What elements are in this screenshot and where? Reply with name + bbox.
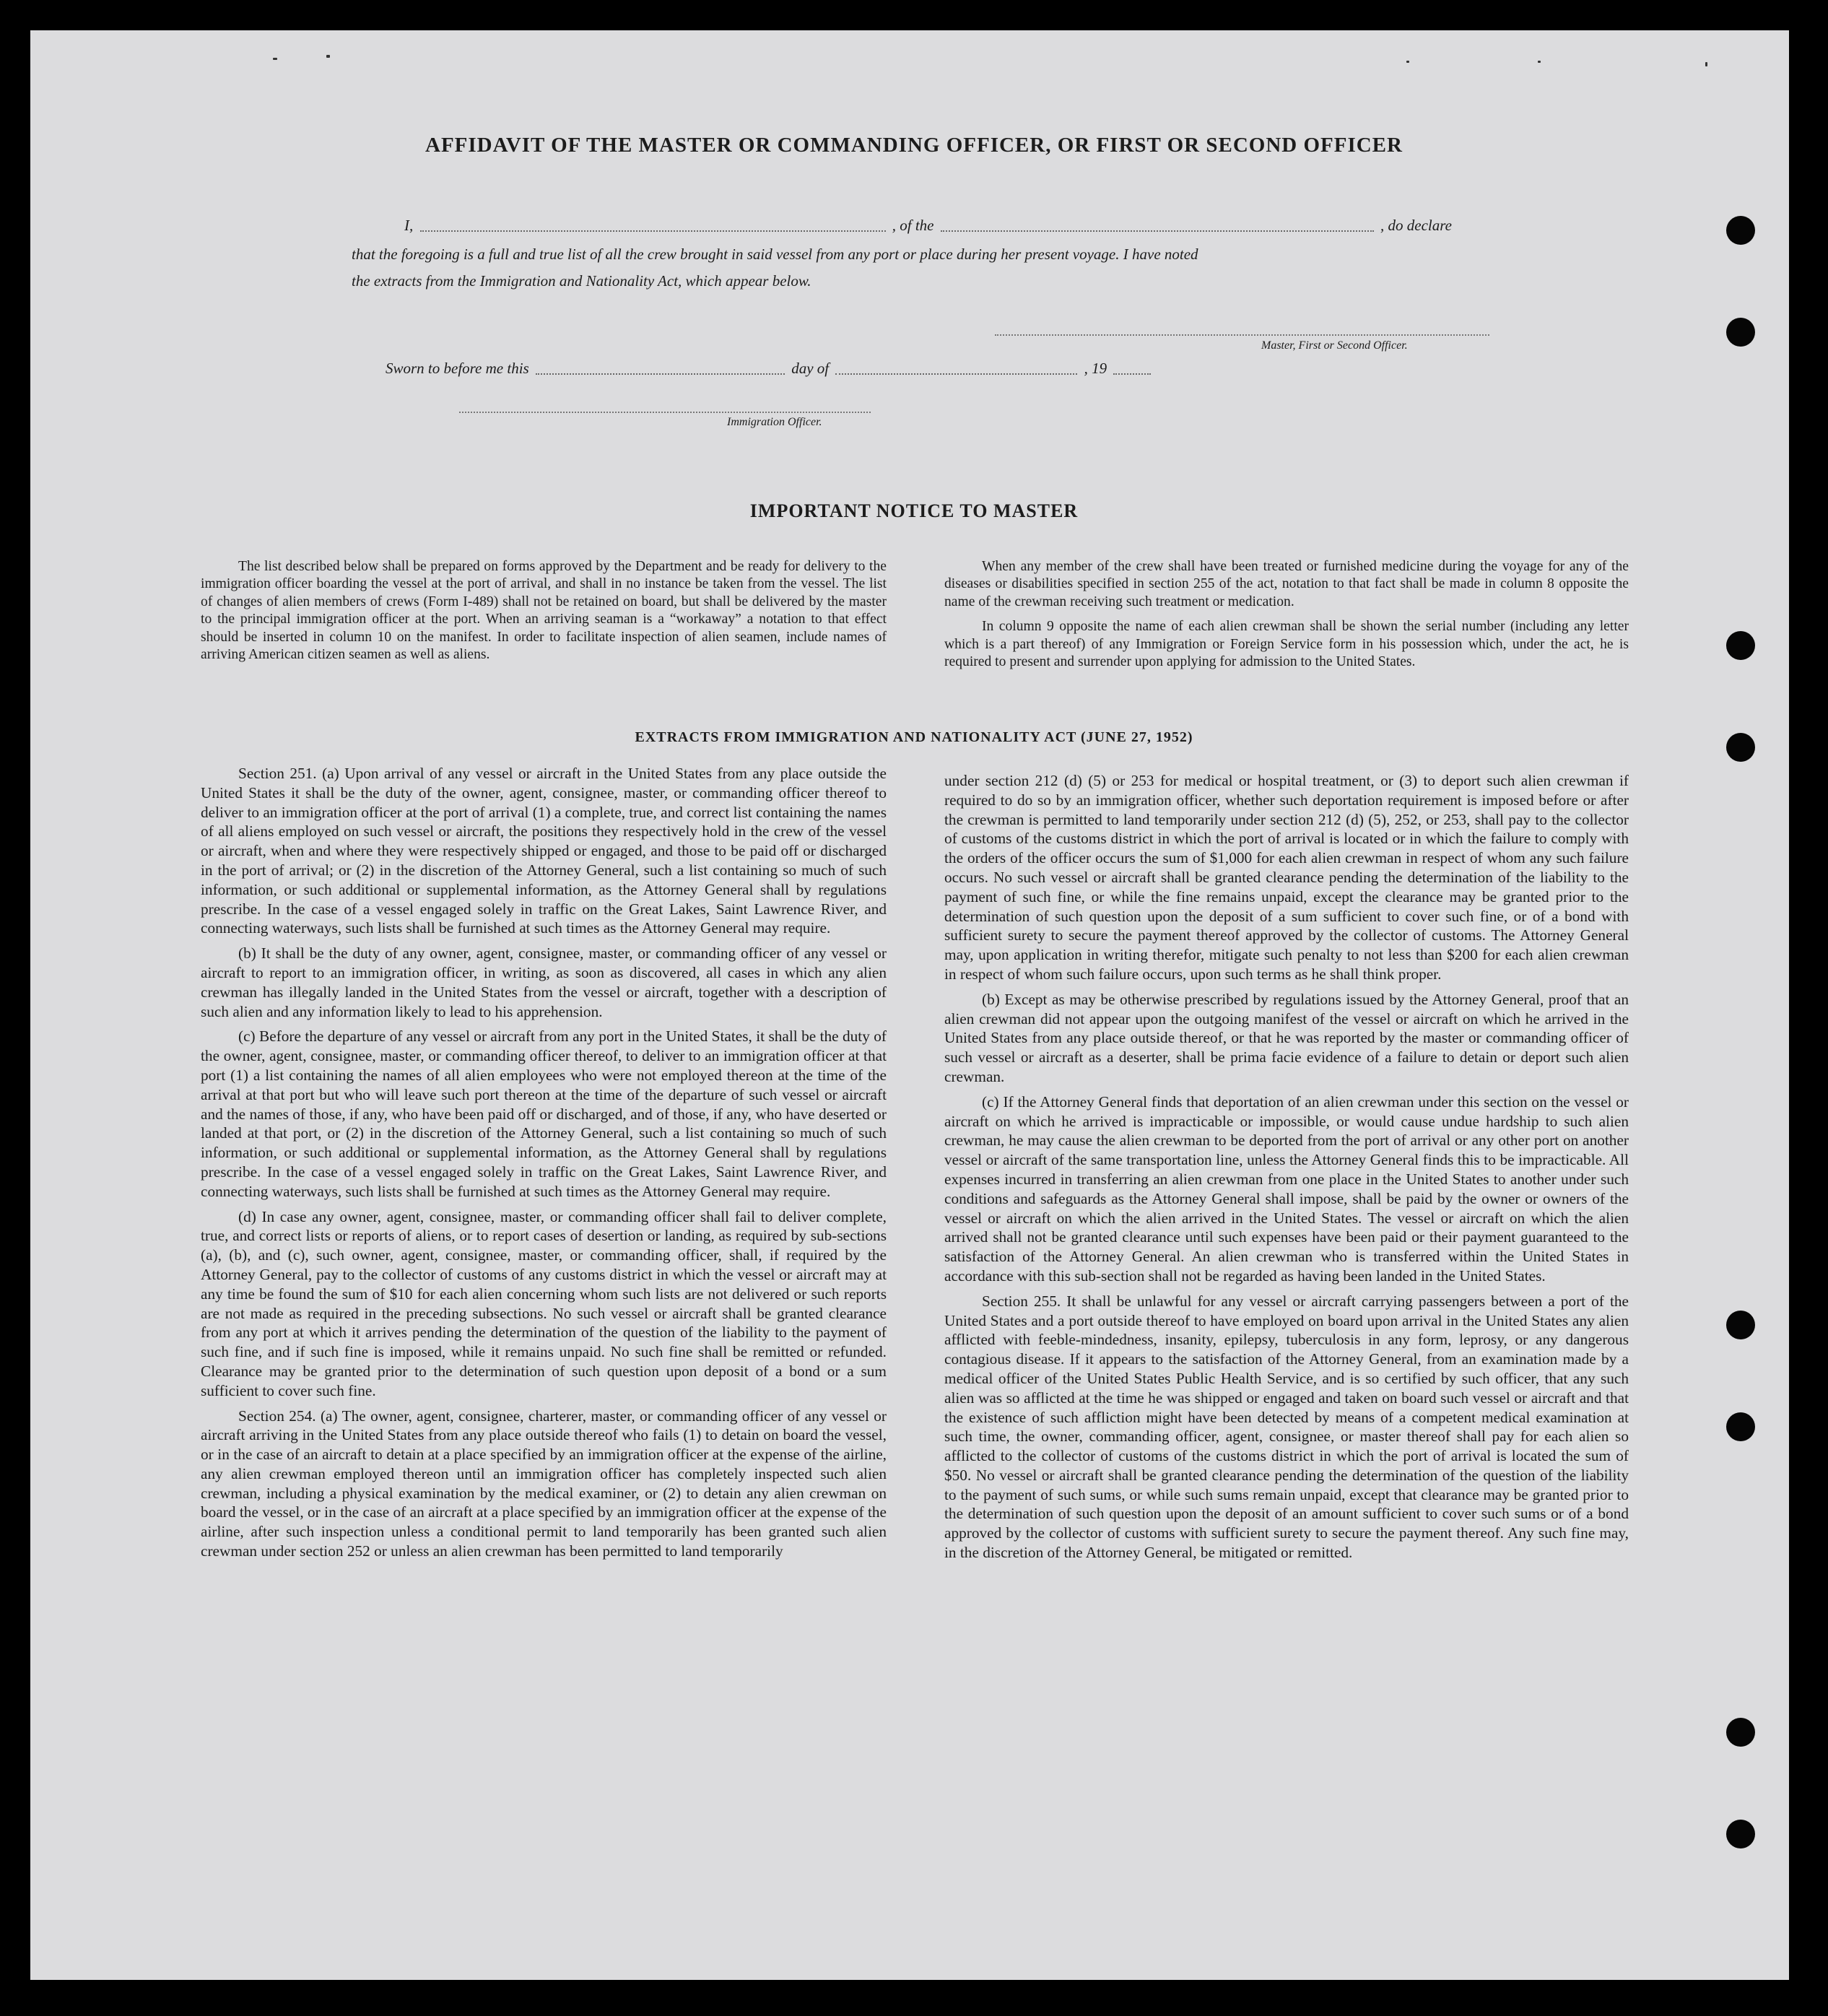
section-251a: Section 251. (a) Upon arrival of any vessel or aircraft in the United States from any place outside the United States it shall be the duty of the owner, agent, consignee, master, or commanding officer thereof to deliver to an immigration officer at the port of arrival (1) a complete, true, and correct list containing the names of all aliens employed on such vessel or aircraft, the positions they respectively hold in the crew of the vessel or aircraft, when and where they were respectively shipped or engaged, and those to be paid off or discharged in the port of arrival; or (2) in the discretion of the Attorney General, such a list containing so much of such information, or such additional or supplemental information, as the Attorney General shall by regulations prescribe. In the case of a vessel engaged solely in traffic on the Great Lakes, Saint Lawrence River, and connecting waterways, such lists shall be furnished at such times as the Attorney General may require.	[201, 765, 887, 937]
extracts-left-column	[201, 764, 887, 1567]
sworn-year-blank[interactable]	[1113, 365, 1151, 375]
officer-signature-line[interactable]	[459, 412, 871, 413]
sworn-day-blank[interactable]	[536, 365, 785, 375]
affidavit-statement-line: the extracts from the Immigration and Nationality Act, which appear below.	[352, 272, 811, 290]
master-signature-line[interactable]	[995, 334, 1489, 336]
notice-paragraph: In column 9 opposite the name of each alien crewman shall be shown the serial number (including any letter which is a part thereof) of any Immigration or Foreign Service form in his possession which, under the act, he is required to present and surrender upon applying for admission to the United States.	[944, 619, 1629, 670]
binder-hole	[1726, 1718, 1755, 1747]
section-251d: (d) In case any owner, agent, consignee, master, or commanding officer shall fail to deliver complete, true, and correct lists or reports of aliens, or to report cases of desertion or landing, as required by sub-sections (a), (b), and (c), such owner, agent, consignee, master, or commanding officer, shall, if required by the Attorney General, pay to the collector of customs of any customs district in which the vessel or aircraft may at any time be found the sum of $10 for each alien concerning whom such lists are not delivered or such reports are not made as required in the preceding subsections. No such vessel or aircraft shall be granted clearance from any port at which it arrives pending the determination of the question of the liability to the payment of such fine, and if such fine is imposed, while it remains unpaid. No such fine shall be remitted or refunded. Clearance may be granted prior to the determination of such question upon deposit of a bond or a sum sufficient to cover such fine.	[201, 1207, 887, 1399]
binder-hole	[1726, 318, 1755, 347]
affidavit-statement-line: that the foregoing is a full and true list of all the crew brought in said vessel from any port or place during her present voyage. I have noted	[352, 246, 1198, 263]
section-254a-continued: under section 212 (d) (5) or 253 for medical or hospital treatment, or (3) to deport such alien crewman if required to do so by an immigration officer, whether such deportation requirement is imposed before or after the crewman is permitted to land temporarily under section 212 (d) (5), 252, or 253, shall pay to the collector of customs of the customs district in which the port of arrival is located or in which the failure to comply with the orders of the officer occurs the sum of $1,000 for each alien crewman in respect of whom any such failure occurs. No such vessel or aircraft shall be granted clearance pending the determination of the liability to the payment of such fine, or while the fine remains unpaid, except the clearance may be granted prior to the determination of such question upon the deposit of a sum sufficient to cover such fine, or of a bond with sufficient surety to secure the payment thereof approved by the collector of customs. The Attorney General may, upon application in writing therefor, mitigate such penalty to not less than $200 for each alien crewman in respect of whom such failure occurs, upon such terms as he shall think proper.	[944, 772, 1629, 983]
section-254a: Section 254. (a) The owner, agent, consignee, charterer, master, or commanding officer of any vessel or aircraft arriving in the United States from any place outside thereof who fails (1) to detain on board the vessel, or in the case of an aircraft to detain at a place specified by an immigration officer at the expense of the airline, any alien crewman employed thereon until an immigration officer has completely inspected such alien crewman, including a physical examination by the medical examiner, or (2) to detain any alien crewman on board the vessel, or in the case of an aircraft at a place specified by an immigration officer at the expense of the airline, after such inspection unless a conditional permit to land temporarily has been granted such alien crewman under section 252 or unless an alien crewman has been permitted to land temporarily	[201, 1407, 887, 1560]
year-label: , 19	[1084, 360, 1107, 377]
scan-speck	[1406, 61, 1409, 63]
extracts-title: EXTRACTS FROM IMMIGRATION AND NATIONALITY ACT (JUNE 27, 1952)	[635, 729, 1193, 745]
scan-speck	[1538, 61, 1541, 63]
day-of-label: day of	[791, 360, 830, 377]
section-255: Section 255. It shall be unlawful for any vessel or aircraft carrying passengers between a port of the United States and a port outside thereof to have employed on board upon arrival in the United States any alien afflicted with feeble-mindedness, insanity, epilepsy, tuberculosis in any form, leprosy, or any dangerous contagious disease. If it appears to the satisfaction of the Attorney General, from an examination made by a medical officer of the United States Public Health Service, and is so certified by such officer, that any such alien was so afflicted at the time he was shipped or engaged and taken on board such vessel or aircraft and that the existence of such affliction might have been detected by means of a competent medical examination at such time, the owner, commanding officer, agent, consignee, or master thereof shall pay for each alien so afflicted to the collector of customs of the customs district in which the port of arrival is located the sum of $50. No vessel or aircraft shall be granted clearance pending the determination of the question of the liability to the payment of such sums, or while such sums remain unpaid, except that clearance may be granted prior to the determination of such question upon the deposit of an amount sufficient to cover such sums or of a bond approved by the collector of customs with sufficient surety to secure the payment thereof. Any such fine may, in the discretion of the Attorney General, be mitigated or remitted.	[944, 1292, 1629, 1562]
notice-right-column	[944, 558, 1629, 678]
section-254b: (b) Except as may be otherwise prescribed by regulations issued by the Attorney General, proof that an alien crewman did not appear upon the outgoing manifest of the vessel or aircraft on which he arrived in the United States from any place outside thereof, or that he was reported by the master or commanding officer of such vessel or aircraft as a deserter, shall be prima facie evidence of a failure to detain or deport such alien crewman.	[944, 990, 1629, 1085]
notice-title: IMPORTANT NOTICE TO MASTER	[749, 500, 1079, 521]
vessel-blank[interactable]	[941, 222, 1374, 232]
extracts-right-column	[944, 771, 1629, 1568]
affidavit-declaration-line	[404, 217, 1452, 235]
affidavit-title: AFFIDAVIT OF THE MASTER OR COMMANDING OFFICER, OR FIRST OR SECOND OFFICER	[425, 134, 1403, 157]
affidavit-of-the-label: , of the	[892, 217, 934, 234]
sworn-line	[386, 360, 1154, 378]
notice-paragraph: When any member of the crew shall have been treated or furnished medicine during the voyage for any of the diseases or disabilities specified in section 255 of the act, notation to that fact shall be made in column 8 opposite the name of the crewman receiving such treatment or medication.	[944, 559, 1629, 609]
section-254c: (c) If the Attorney General finds that deportation of an alien crewman under this section on the vessel or aircraft on which he arrived is impracticable or impossible, or would cause undue hardship to such alien crewman, he may cause the alien crewman to be deported from the port of arrival or any other port on another vessel or aircraft of the same transportation line, unless the Attorney General finds this to be impracticable. All expenses incurred in transferring an alien crewman from one place in the United States to another under such conditions and safeguards as the Attorney General shall impose, shall be paid by the owner or owners of the vessel or aircraft on which the alien arrived in the United States. The vessel or aircraft on which the alien arrived shall not be granted clearance until such expenses have been paid or their payment guaranteed to the satisfaction of the Attorney General. An alien crewman who is transferred within the United States in accordance with this sub-section shall not be regarded as having been landed in the United States.	[944, 1092, 1629, 1285]
section-251b: (b) It shall be the duty of any owner, agent, consignee, master, or commanding officer of any vessel or aircraft to report to an immigration officer, in writing, as soon as discovered, all cases in which any alien crewman has illegally landed in the United States from the vessel or aircraft, together with a description of such alien and any information likely to lead to his apprehension.	[201, 944, 887, 1020]
binder-hole	[1726, 631, 1755, 660]
sworn-month-blank[interactable]	[835, 365, 1077, 375]
scan-speck	[1705, 62, 1707, 66]
section-251c: (c) Before the departure of any vessel or aircraft from any port in the United States, it shall be the duty of the owner, agent, consignee, master, or commanding officer thereof, to deliver to an immigration officer at that port (1) a list containing the names of all alien employees who were not employed thereon at the time of the arrival at that port but who will leave such port thereon at the time of the departure of such vessel or aircraft and the names of those, if any, who have been paid off or discharged, and of those, if any, who have deserted or landed at that port, or (2) in the discretion of the Attorney General, such a list containing so much of such information, or such additional or supplemental information, as the Attorney General shall by regulations prescribe. In the case of a vessel engaged solely in traffic on the Great Lakes, Saint Lawrence River, and connecting waterways, such lists shall be furnished at such times as the Attorney General may require.	[201, 1027, 887, 1200]
name-blank[interactable]	[420, 222, 886, 232]
binder-hole	[1726, 216, 1755, 245]
notice-left-column	[201, 558, 887, 671]
binder-hole	[1726, 1311, 1755, 1339]
master-signature-caption: Master, First or Second Officer.	[1261, 339, 1408, 352]
sworn-label: Sworn to before me this	[386, 360, 529, 377]
scan-speck	[326, 55, 330, 58]
scan-speck	[273, 58, 277, 60]
binder-hole	[1726, 1820, 1755, 1848]
officer-signature-caption: Immigration Officer.	[727, 416, 822, 428]
affidavit-declare-label: , do declare	[1380, 217, 1452, 234]
binder-hole	[1726, 1412, 1755, 1441]
affidavit-i-label: I,	[404, 217, 414, 234]
notice-paragraph: The list described below shall be prepared on forms approved by the Department and be ready for delivery to the immigration officer boarding the vessel at the port of arrival, and shall in no instance be taken from the vessel. The list of changes of alien members of crews (Form I-489) shall not be retained on board, but shall be delivered by the master to the principal immigration officer at the port. When an arriving seaman is a “workaway” a notation to that effect should be inserted in column 10 on the manifest. In order to facilitate inspection of alien seamen, include names of arriving American citizen seamen as well as aliens.	[201, 559, 887, 663]
